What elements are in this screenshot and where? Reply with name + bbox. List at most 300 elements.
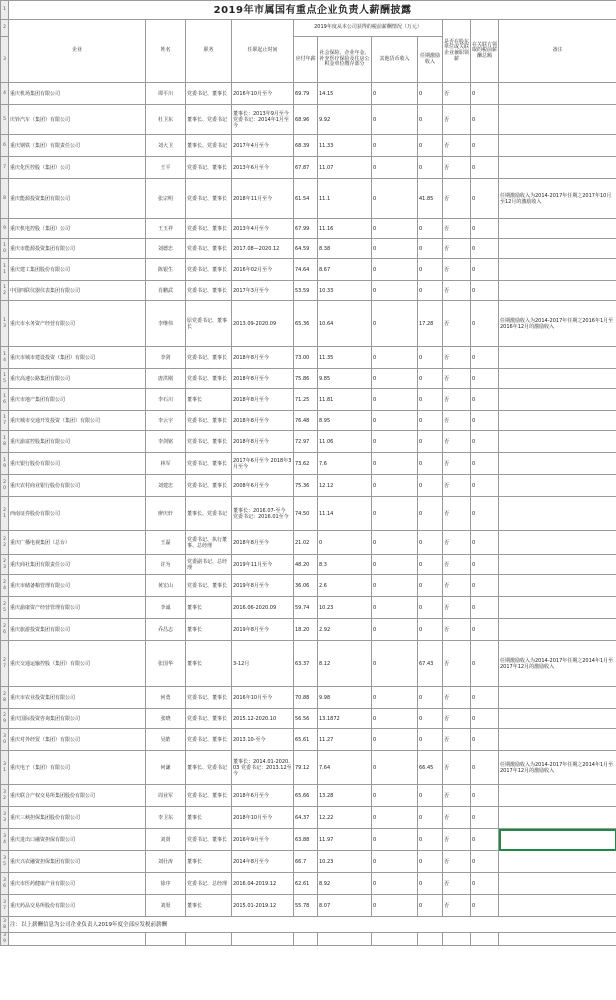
cell-annual-pay[interactable]: 36.06 xyxy=(294,575,318,597)
cell-part-time[interactable]: 否 xyxy=(443,431,471,453)
cell-term-incentive[interactable]: 0 xyxy=(418,157,443,179)
cell-insurance[interactable]: 11.07 xyxy=(318,157,372,179)
cell-tenure[interactable]: 2018年6月至今 xyxy=(232,785,294,807)
cell-related-pay[interactable]: 0 xyxy=(471,873,499,895)
cell-other-income[interactable]: 0 xyxy=(372,389,418,411)
cell-name[interactable]: 刘渠 xyxy=(146,895,186,917)
row-number[interactable]: 15 xyxy=(1,369,9,389)
cell-company[interactable]: 重庆药品交易所股份有限公司 xyxy=(9,895,146,917)
cell-name[interactable]: 张宗明 xyxy=(146,179,186,219)
cell-position[interactable]: 董事长 xyxy=(186,851,232,873)
cell-part-time[interactable]: 否 xyxy=(443,873,471,895)
cell-related-pay[interactable]: 0 xyxy=(471,239,499,259)
cell-tenure[interactable]: 2016年10月至今 xyxy=(232,687,294,709)
cell-remark[interactable] xyxy=(499,531,616,555)
cell-position[interactable]: 原党委书记、董事长 xyxy=(186,301,232,347)
cell-related-pay[interactable]: 0 xyxy=(471,453,499,475)
cell-remark[interactable] xyxy=(499,597,616,619)
cell-tenure[interactable]: 2015.01-2019.12 xyxy=(232,895,294,917)
row-number[interactable]: 10 xyxy=(1,239,9,259)
blank-cell[interactable] xyxy=(499,933,616,946)
cell-part-time[interactable]: 否 xyxy=(443,369,471,389)
cell-company[interactable]: 重庆电子（集团）有限公司 xyxy=(9,751,146,785)
cell-related-pay[interactable]: 0 xyxy=(471,83,499,105)
cell-remark[interactable] xyxy=(499,83,616,105)
cell-insurance[interactable]: 9.85 xyxy=(318,369,372,389)
cell-name[interactable]: 乔昌志 xyxy=(146,619,186,641)
cell-position[interactable]: 党委书记、董事长 xyxy=(186,829,232,851)
cell-term-incentive[interactable]: 0 xyxy=(418,83,443,105)
cell-tenure[interactable]: 2017年3月至今 xyxy=(232,281,294,301)
row-number[interactable]: 36 xyxy=(1,873,9,895)
cell-position[interactable]: 党委书记、董事长 xyxy=(186,157,232,179)
cell-company[interactable]: 重庆商社集团有限责任公司 xyxy=(9,555,146,575)
cell-part-time[interactable]: 否 xyxy=(443,807,471,829)
cell-annual-pay[interactable]: 73.00 xyxy=(294,347,318,369)
cell-annual-pay[interactable]: 71.25 xyxy=(294,389,318,411)
cell-part-time[interactable]: 否 xyxy=(443,829,471,851)
cell-term-incentive[interactable]: 0 xyxy=(418,219,443,239)
row-number[interactable]: 35 xyxy=(1,851,9,873)
cell-insurance[interactable]: 8.38 xyxy=(318,239,372,259)
cell-position[interactable]: 党委书记、董事长 xyxy=(186,347,232,369)
cell-position[interactable]: 党委书记、董事长 xyxy=(186,281,232,301)
cell-company[interactable]: 重庆市农业投资集团有限公司 xyxy=(9,687,146,709)
cell-name[interactable]: 王平 xyxy=(146,157,186,179)
cell-remark[interactable] xyxy=(499,873,616,895)
cell-company[interactable]: 重庆机电控股（集团）公司 xyxy=(9,219,146,239)
row-number[interactable]: 6 xyxy=(1,135,9,157)
row-number[interactable]: 23 xyxy=(1,555,9,575)
cell-other-income[interactable]: 0 xyxy=(372,555,418,575)
cell-company[interactable]: 重庆渝富控股集团有限公司 xyxy=(9,431,146,453)
cell-other-income[interactable]: 0 xyxy=(372,105,418,135)
cell-related-pay[interactable]: 0 xyxy=(471,729,499,751)
cell-part-time[interactable]: 否 xyxy=(443,575,471,597)
cell-remark[interactable] xyxy=(499,239,616,259)
cell-term-incentive[interactable]: 41.85 xyxy=(418,179,443,219)
row-number[interactable]: 8 xyxy=(1,179,9,219)
cell-remark[interactable]: 任期激励收入为2014-2017年任期之2016年1月至2016年12月的激励收入 xyxy=(499,301,616,347)
cell-company[interactable]: 中国四联仪器仪表集团有限公司 xyxy=(9,281,146,301)
row-number[interactable]: 28 xyxy=(1,687,9,709)
cell-other-income[interactable]: 0 xyxy=(372,453,418,475)
cell-company[interactable]: 重庆钢铁（集团）有限责任公司 xyxy=(9,135,146,157)
cell-term-incentive[interactable]: 0 xyxy=(418,807,443,829)
cell-name[interactable]: 杜卫东 xyxy=(146,105,186,135)
cell-remark[interactable] xyxy=(499,453,616,475)
cell-position[interactable]: 董事长 xyxy=(186,641,232,687)
cell-related-pay[interactable]: 0 xyxy=(471,497,499,531)
cell-other-income[interactable]: 0 xyxy=(372,687,418,709)
row-number[interactable]: 18 xyxy=(1,431,9,453)
cell-company[interactable]: 重庆市地产集团有限公司 xyxy=(9,389,146,411)
cell-position[interactable]: 董事长、党委书记 xyxy=(186,105,232,135)
cell-annual-pay[interactable]: 73.62 xyxy=(294,453,318,475)
cell-insurance[interactable]: 2.6 xyxy=(318,575,372,597)
row-number[interactable]: 16 xyxy=(1,389,9,411)
cell-term-incentive[interactable]: 0 xyxy=(418,281,443,301)
cell-company[interactable]: 重庆国际投资咨询集团有限公司 xyxy=(9,709,146,729)
cell-company[interactable]: 重庆联合产权交易所集团股份有限公司 xyxy=(9,785,146,807)
cell-name[interactable]: 徐序 xyxy=(146,873,186,895)
cell-remark[interactable]: 任期激励收入为2014-2017年任期之2017年10月至12月的激励收入 xyxy=(499,179,616,219)
cell-related-pay[interactable]: 0 xyxy=(471,709,499,729)
cell-insurance[interactable]: 2.92 xyxy=(318,619,372,641)
cell-name[interactable]: 李石川 xyxy=(146,389,186,411)
cell-annual-pay[interactable]: 21.02 xyxy=(294,531,318,555)
cell-related-pay[interactable]: 0 xyxy=(471,687,499,709)
cell-remark[interactable] xyxy=(499,829,616,851)
cell-insurance[interactable]: 11.97 xyxy=(318,829,372,851)
cell-other-income[interactable]: 0 xyxy=(372,829,418,851)
cell-part-time[interactable]: 否 xyxy=(443,641,471,687)
cell-name[interactable]: 李卫东 xyxy=(146,807,186,829)
cell-company[interactable]: 重庆银行股份有限公司 xyxy=(9,453,146,475)
cell-company[interactable]: 重庆进出口融资担保有限公司 xyxy=(9,829,146,851)
cell-position[interactable]: 党委书记、执行董事、总经理 xyxy=(186,531,232,555)
cell-term-incentive[interactable]: 67.43 xyxy=(418,641,443,687)
row-number[interactable]: 33 xyxy=(1,807,9,829)
cell-position[interactable]: 董事长 xyxy=(186,619,232,641)
cell-term-incentive[interactable]: 0 xyxy=(418,851,443,873)
cell-related-pay[interactable]: 0 xyxy=(471,785,499,807)
cell-tenure[interactable]: 董事长：2014.01-2020.03 党委书记：2013.12至今 xyxy=(232,751,294,785)
cell-annual-pay[interactable]: 67.99 xyxy=(294,219,318,239)
cell-term-incentive[interactable]: 0 xyxy=(418,135,443,157)
cell-term-incentive[interactable]: 0 xyxy=(418,497,443,531)
cell-remark[interactable] xyxy=(499,807,616,829)
cell-position[interactable]: 党委副书记、总经理 xyxy=(186,555,232,575)
cell-position[interactable]: 党委书记、董事长 xyxy=(186,83,232,105)
cell-remark[interactable] xyxy=(499,281,616,301)
cell-term-incentive[interactable]: 0 xyxy=(418,105,443,135)
cell-tenure[interactable]: 2018年11月至今 xyxy=(232,179,294,219)
cell-part-time[interactable]: 否 xyxy=(443,619,471,641)
cell-name[interactable]: 何勇 xyxy=(146,687,186,709)
cell-position[interactable]: 党委书记、董事长 xyxy=(186,431,232,453)
cell-related-pay[interactable]: 0 xyxy=(471,179,499,219)
cell-related-pay[interactable]: 0 xyxy=(471,641,499,687)
cell-term-incentive[interactable]: 0 xyxy=(418,687,443,709)
cell-related-pay[interactable]: 0 xyxy=(471,829,499,851)
cell-related-pay[interactable]: 0 xyxy=(471,157,499,179)
cell-company[interactable]: 重庆农村商业银行股份有限公司 xyxy=(9,475,146,497)
cell-insurance[interactable]: 11.14 xyxy=(318,497,372,531)
cell-name[interactable]: 黄宏山 xyxy=(146,575,186,597)
cell-name[interactable]: 张晓 xyxy=(146,709,186,729)
cell-other-income[interactable]: 0 xyxy=(372,157,418,179)
cell-insurance[interactable]: 8.67 xyxy=(318,259,372,281)
cell-term-incentive[interactable]: 0 xyxy=(418,785,443,807)
cell-term-incentive[interactable]: 17.28 xyxy=(418,301,443,347)
cell-remark[interactable] xyxy=(499,411,616,431)
cell-insurance[interactable]: 11.35 xyxy=(318,347,372,369)
cell-part-time[interactable]: 否 xyxy=(443,259,471,281)
cell-annual-pay[interactable]: 18.20 xyxy=(294,619,318,641)
cell-related-pay[interactable]: 0 xyxy=(471,597,499,619)
cell-term-incentive[interactable]: 66.45 xyxy=(418,751,443,785)
cell-company[interactable]: 重庆市水务资产经营有限公司 xyxy=(9,301,146,347)
cell-term-incentive[interactable]: 0 xyxy=(418,475,443,497)
cell-annual-pay[interactable]: 67.87 xyxy=(294,157,318,179)
cell-tenure[interactable]: 2018年8月至今 xyxy=(232,531,294,555)
cell-position[interactable]: 党委书记、董事长 xyxy=(186,785,232,807)
cell-part-time[interactable]: 否 xyxy=(443,475,471,497)
cell-insurance[interactable]: 12.22 xyxy=(318,807,372,829)
cell-annual-pay[interactable]: 65.61 xyxy=(294,729,318,751)
cell-term-incentive[interactable]: 0 xyxy=(418,619,443,641)
row-number[interactable]: 31 xyxy=(1,751,9,785)
cell-position[interactable]: 党委书记、董事长 xyxy=(186,709,232,729)
cell-tenure[interactable]: 2016年02月至今 xyxy=(232,259,294,281)
blank-cell[interactable] xyxy=(471,933,499,946)
cell-remark[interactable] xyxy=(499,851,616,873)
cell-term-incentive[interactable]: 0 xyxy=(418,829,443,851)
cell-annual-pay[interactable]: 76.48 xyxy=(294,411,318,431)
cell-term-incentive[interactable]: 0 xyxy=(418,709,443,729)
cell-remark[interactable] xyxy=(499,729,616,751)
cell-part-time[interactable]: 否 xyxy=(443,179,471,219)
cell-annual-pay[interactable]: 56.56 xyxy=(294,709,318,729)
cell-part-time[interactable]: 否 xyxy=(443,751,471,785)
row-number[interactable]: 26 xyxy=(1,619,9,641)
cell-tenure[interactable]: 2018年10月至今 xyxy=(232,807,294,829)
cell-insurance[interactable]: 9.98 xyxy=(318,687,372,709)
cell-part-time[interactable]: 否 xyxy=(443,597,471,619)
cell-position[interactable]: 党委书记、董事长 xyxy=(186,687,232,709)
cell-company[interactable]: 重庆机场集团有限公司 xyxy=(9,83,146,105)
cell-annual-pay[interactable]: 75.36 xyxy=(294,475,318,497)
cell-name[interactable]: 陈银生 xyxy=(146,259,186,281)
cell-term-incentive[interactable]: 0 xyxy=(418,431,443,453)
cell-annual-pay[interactable]: 55.78 xyxy=(294,895,318,917)
cell-annual-pay[interactable]: 75.86 xyxy=(294,369,318,389)
blank-cell[interactable] xyxy=(146,933,186,946)
cell-position[interactable]: 党委书记、董事长 xyxy=(186,179,232,219)
cell-part-time[interactable]: 否 xyxy=(443,301,471,347)
cell-insurance[interactable]: 8.07 xyxy=(318,895,372,917)
row-number[interactable]: 12 xyxy=(1,281,9,301)
cell-company[interactable]: 重庆旅游投资集团有限公司 xyxy=(9,619,146,641)
cell-position[interactable]: 党委书记、董事长 xyxy=(186,575,232,597)
cell-name[interactable]: 王玉祥 xyxy=(146,219,186,239)
cell-related-pay[interactable]: 0 xyxy=(471,895,499,917)
cell-annual-pay[interactable]: 61.54 xyxy=(294,179,318,219)
row-number[interactable]: 39 xyxy=(1,933,9,946)
cell-company[interactable]: 重庆城市交通开发投资（集团）有限公司 xyxy=(9,411,146,431)
cell-insurance[interactable]: 8.92 xyxy=(318,873,372,895)
cell-related-pay[interactable]: 0 xyxy=(471,555,499,575)
cell-term-incentive[interactable]: 0 xyxy=(418,895,443,917)
row-number[interactable]: 19 xyxy=(1,453,9,475)
cell-remark[interactable]: 任期激励收入为2014-2017年任期之2014年1月至2017年12月的激励收入 xyxy=(499,641,616,687)
cell-position[interactable]: 党委书记、董事长 xyxy=(186,239,232,259)
cell-other-income[interactable]: 0 xyxy=(372,895,418,917)
cell-annual-pay[interactable]: 74.50 xyxy=(294,497,318,531)
cell-position[interactable]: 党委书记、董事长 xyxy=(186,259,232,281)
cell-name[interactable]: 刘壮涛 xyxy=(146,851,186,873)
cell-tenure[interactable]: 2014年8月至今 xyxy=(232,851,294,873)
cell-annual-pay[interactable]: 69.79 xyxy=(294,83,318,105)
cell-tenure[interactable]: 2013年6月至今 xyxy=(232,157,294,179)
cell-annual-pay[interactable]: 74.64 xyxy=(294,259,318,281)
cell-remark[interactable] xyxy=(499,785,616,807)
cell-tenure[interactable]: 2017年4月至今 xyxy=(232,135,294,157)
cell-name[interactable]: 张国华 xyxy=(146,641,186,687)
row-number[interactable]: 17 xyxy=(1,411,9,431)
cell-part-time[interactable]: 否 xyxy=(443,135,471,157)
cell-remark[interactable] xyxy=(499,475,616,497)
cell-position[interactable]: 党委书记、董事长 xyxy=(186,411,232,431)
row-number[interactable]: 11 xyxy=(1,259,9,281)
cell-insurance[interactable]: 7.64 xyxy=(318,751,372,785)
cell-annual-pay[interactable]: 53.59 xyxy=(294,281,318,301)
cell-company[interactable]: 重庆广播电视集团（总台） xyxy=(9,531,146,555)
cell-related-pay[interactable]: 0 xyxy=(471,475,499,497)
cell-annual-pay[interactable]: 79.12 xyxy=(294,751,318,785)
cell-related-pay[interactable]: 0 xyxy=(471,531,499,555)
cell-name[interactable]: 刘建忠 xyxy=(146,475,186,497)
cell-insurance[interactable]: 13.1872 xyxy=(318,709,372,729)
cell-other-income[interactable]: 0 xyxy=(372,83,418,105)
cell-annual-pay[interactable]: 68.96 xyxy=(294,105,318,135)
blank-cell[interactable] xyxy=(443,933,471,946)
row-number[interactable]: 20 xyxy=(1,475,9,497)
cell-term-incentive[interactable]: 0 xyxy=(418,369,443,389)
cell-company[interactable]: 重庆交通运输控股（集团）有限公司 xyxy=(9,641,146,687)
cell-company[interactable]: 庆铃汽车（集团）有限公司 xyxy=(9,105,146,135)
cell-company[interactable]: 重庆建工集团股份有限公司 xyxy=(9,259,146,281)
cell-related-pay[interactable]: 0 xyxy=(471,851,499,873)
cell-company[interactable]: 西南证券股份有限公司 xyxy=(9,497,146,531)
cell-tenure[interactable]: 2017.08—2020.12 xyxy=(232,239,294,259)
cell-part-time[interactable]: 否 xyxy=(443,281,471,301)
cell-related-pay[interactable]: 0 xyxy=(471,575,499,597)
cell-annual-pay[interactable]: 59.74 xyxy=(294,597,318,619)
cell-part-time[interactable]: 否 xyxy=(443,531,471,555)
row-number[interactable]: 13 xyxy=(1,301,9,347)
cell-part-time[interactable]: 否 xyxy=(443,239,471,259)
cell-insurance[interactable]: 10.23 xyxy=(318,597,372,619)
cell-insurance[interactable]: 14.15 xyxy=(318,83,372,105)
cell-other-income[interactable]: 0 xyxy=(372,597,418,619)
cell-name[interactable]: 刘德忠 xyxy=(146,239,186,259)
blank-cell[interactable] xyxy=(9,933,146,946)
cell-name[interactable]: 周业军 xyxy=(146,785,186,807)
cell-other-income[interactable]: 0 xyxy=(372,219,418,239)
cell-term-incentive[interactable]: 0 xyxy=(418,597,443,619)
cell-name[interactable]: 何谦 xyxy=(146,751,186,785)
cell-name[interactable]: 谭平川 xyxy=(146,83,186,105)
cell-related-pay[interactable]: 0 xyxy=(471,619,499,641)
cell-other-income[interactable]: 0 xyxy=(372,709,418,729)
blank-cell[interactable] xyxy=(372,933,418,946)
row-number[interactable]: 29 xyxy=(1,709,9,729)
cell-remark[interactable] xyxy=(499,389,616,411)
row-number[interactable]: 9 xyxy=(1,219,9,239)
cell-name[interactable]: 廖庆轩 xyxy=(146,497,186,531)
cell-other-income[interactable]: 0 xyxy=(372,575,418,597)
cell-name[interactable]: 林军 xyxy=(146,453,186,475)
cell-annual-pay[interactable]: 64.59 xyxy=(294,239,318,259)
row-number[interactable]: 25 xyxy=(1,597,9,619)
cell-part-time[interactable]: 否 xyxy=(443,497,471,531)
row-number[interactable]: 32 xyxy=(1,785,9,807)
cell-related-pay[interactable]: 0 xyxy=(471,135,499,157)
cell-insurance[interactable]: 12.12 xyxy=(318,475,372,497)
cell-term-incentive[interactable]: 0 xyxy=(418,347,443,369)
cell-tenure[interactable]: 2017年6月至今 2018年3月至今 xyxy=(232,453,294,475)
cell-tenure[interactable]: 董事长：2013年9月至今 党委书记：2014年1月至今 xyxy=(232,105,294,135)
cell-name[interactable]: 李诚 xyxy=(146,597,186,619)
cell-tenure[interactable]: 2018年8月至今 xyxy=(232,389,294,411)
cell-related-pay[interactable]: 0 xyxy=(471,259,499,281)
cell-annual-pay[interactable]: 70.88 xyxy=(294,687,318,709)
cell-related-pay[interactable]: 0 xyxy=(471,369,499,389)
cell-part-time[interactable]: 否 xyxy=(443,709,471,729)
cell-remark[interactable] xyxy=(499,157,616,179)
cell-other-income[interactable]: 0 xyxy=(372,851,418,873)
cell-name[interactable]: 李剑铭 xyxy=(146,431,186,453)
cell-insurance[interactable]: 11.33 xyxy=(318,135,372,157)
cell-part-time[interactable]: 否 xyxy=(443,157,471,179)
cell-part-time[interactable]: 否 xyxy=(443,83,471,105)
cell-position[interactable]: 党委书记、董事长 xyxy=(186,219,232,239)
cell-other-income[interactable]: 0 xyxy=(372,259,418,281)
row-number[interactable]: 4 xyxy=(1,83,9,105)
cell-tenure[interactable]: 2013.10-至今 xyxy=(232,729,294,751)
cell-tenure[interactable]: 2018年8月至今 xyxy=(232,411,294,431)
cell-part-time[interactable]: 否 xyxy=(443,895,471,917)
cell-insurance[interactable]: 11.27 xyxy=(318,729,372,751)
cell-tenure[interactable]: 2018年8月至今 xyxy=(232,431,294,453)
cell-part-time[interactable]: 否 xyxy=(443,785,471,807)
cell-other-income[interactable]: 0 xyxy=(372,531,418,555)
row-number[interactable]: 27 xyxy=(1,641,9,687)
cell-annual-pay[interactable]: 62.61 xyxy=(294,873,318,895)
cell-name[interactable]: 肖鹏武 xyxy=(146,281,186,301)
cell-term-incentive[interactable]: 0 xyxy=(418,239,443,259)
cell-tenure[interactable]: 2016年10月至今 xyxy=(232,83,294,105)
cell-other-income[interactable]: 0 xyxy=(372,873,418,895)
cell-term-incentive[interactable]: 0 xyxy=(418,453,443,475)
row-number[interactable]: 21 xyxy=(1,497,9,531)
cell-tenure[interactable]: 2018年8月至今 xyxy=(232,347,294,369)
cell-name[interactable]: 吴皓 xyxy=(146,729,186,751)
cell-name[interactable]: 唐洪刚 xyxy=(146,369,186,389)
cell-insurance[interactable]: 11.06 xyxy=(318,431,372,453)
cell-insurance[interactable]: 11.1 xyxy=(318,179,372,219)
cell-remark[interactable] xyxy=(499,369,616,389)
cell-part-time[interactable]: 否 xyxy=(443,453,471,475)
cell-name[interactable]: 刘大卫 xyxy=(146,135,186,157)
cell-tenure[interactable]: 2016.04-2019.12 xyxy=(232,873,294,895)
cell-other-income[interactable]: 0 xyxy=(372,475,418,497)
cell-tenure[interactable]: 2013.09-2020.09 xyxy=(232,301,294,347)
cell-other-income[interactable]: 0 xyxy=(372,301,418,347)
cell-remark[interactable] xyxy=(499,709,616,729)
cell-other-income[interactable]: 0 xyxy=(372,239,418,259)
cell-remark[interactable] xyxy=(499,555,616,575)
cell-other-income[interactable]: 0 xyxy=(372,179,418,219)
cell-name[interactable]: 李继伟 xyxy=(146,301,186,347)
cell-other-income[interactable]: 0 xyxy=(372,619,418,641)
row-number[interactable]: 3 xyxy=(1,37,9,83)
cell-position[interactable]: 党委书记、董事长 xyxy=(186,369,232,389)
cell-name[interactable]: 王磊 xyxy=(146,531,186,555)
cell-tenure[interactable]: 2019年8月至今 xyxy=(232,575,294,597)
